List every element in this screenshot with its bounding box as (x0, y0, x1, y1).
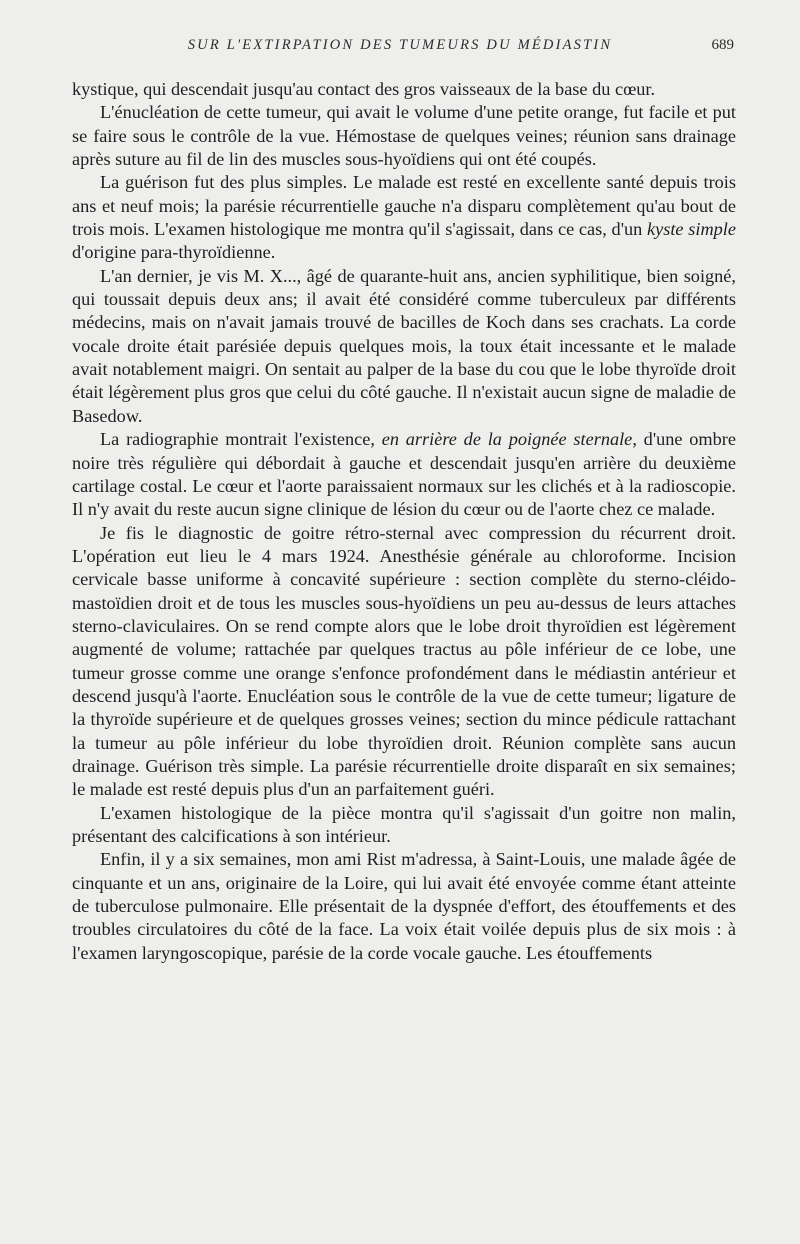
paragraph (72, 848, 736, 965)
italic-text: kyste simple (647, 219, 736, 240)
paragraph (72, 265, 736, 428)
paragraph-text: Je fis le diagnostic de goitre rétro-sternal avec compression du récurrent droit. L'opération eut lieu le 4 mars 1924. Anesthésie générale au chloroforme. Incision cervicale basse uniforme à concavité supérieure : section complète du sterno-cléido-mastoïdien droit et de tous les muscles sous-hyoïdiens un peu au-dessus de leurs attaches sterno-claviculaires. On se rend compte alors que le lobe droit thyroïdien est légèrement augmenté de volume; rattachée par quelques tractus au pôle inférieur de ce lobe, une tumeur grosse comme une orange s'enfonce profondément dans le médiastin antérieur et descend jusqu'à l'aorte. Enucléation sous le contrôle de la vue de cette tumeur; ligature de la thyroïde supérieure et de quelques grosses veines; section du mince pédicule rattachant la tumeur au pôle inférieur du lobe thyroïdien droit. Réunion complète sans aucun drainage. Guérison très simple. La parésie récurrentielle droite disparaît en six semaines; le malade est resté depuis plus d'un an parfaitement guéri. (72, 522, 736, 800)
paragraph-text: Enfin, il y a six semaines, mon ami Rist m'adressa, à Saint-Louis, une malade âgée de cinquante et un ans, originaire de la Loire, qui lui avait été envoyée comme étant atteinte de tuberculose pulmonaire. Elle présentait de la dyspnée d'effort, des étouffements et des troubles circulatoires du côté de la face. La voix était voilée depuis plus de six mois : à l'examen laryngoscopique, parésie de la corde vocale gauche. Les étouffements (72, 849, 736, 963)
paragraph-text: kystique, qui descendait jusqu'au contact des gros vaisseaux de la base du cœur. (72, 79, 656, 99)
paragraph-text: La radiographie montrait l'existence, (100, 429, 382, 450)
paragraph-text: , d'une ombre noire très régulière qui débordait à gauche et descendait jusqu'en arrière du deuxième cartilage costal. Le cœur et l'aorte paraissaient normaux sur les clichés et à la radioscopie. Il n'y avait du reste aucun signe clinique de lésion du cœur ou de l'aorte chez ce malade. (72, 429, 736, 520)
running-title: SUR L'EXTIRPATION DES TUMEURS DU MÉDIASTIN (187, 37, 613, 53)
paragraph (72, 802, 736, 849)
page-number: 689 (711, 37, 734, 53)
running-head (60, 37, 740, 61)
italic-text: en arrière de la poignée sternale (381, 429, 633, 450)
body-text (72, 78, 736, 965)
paragraph (72, 78, 736, 101)
paragraph-text: L'examen histologique de la pièce montra qu'il s'agissait d'un goitre non malin, présentant des calcifications à son intérieur. (72, 802, 736, 846)
paragraph (72, 522, 736, 802)
paragraph (72, 428, 736, 521)
paragraph (72, 171, 736, 264)
paragraph-text: L'an dernier, je vis M. X..., âgé de quarante-huit ans, ancien syphilitique, bien soigné, qui toussait depuis deux ans; il avait été considéré comme tuberculeux par différents médecins, mais on n'avait jamais trouvé de bacilles de Koch dans ses crachats. La corde vocale droite était parésiée depuis quelques mois, la toux était incessante et le malade avait notablement maigri. On sentait au palper de la base du cou que le lobe thyroïde droit était légèrement plus gros que celui du côté gauche. Il n'existait aucun signe de maladie de Basedow. (72, 265, 736, 426)
paragraph-text: L'énucléation de cette tumeur, qui avait le volume d'une petite orange, fut facile et put se faire sous le contrôle de la vue. Hémostase de quelques veines; réunion sans drainage après suture au fil de lin des muscles sous-hyoïdiens qui ont été coupés. (72, 102, 736, 170)
paragraph-text: d'origine para-thyroïdienne. (72, 242, 276, 263)
paragraph (72, 101, 736, 171)
paragraph-text: La guérison fut des plus simples. Le malade est resté en excellente santé depuis trois ans et neuf mois; la parésie récurrentielle gauche n'a disparu complètement qu'au bout de trois mois. L'examen histologique me montra qu'il s'agissait, dans ce cas, d'un (72, 172, 736, 240)
